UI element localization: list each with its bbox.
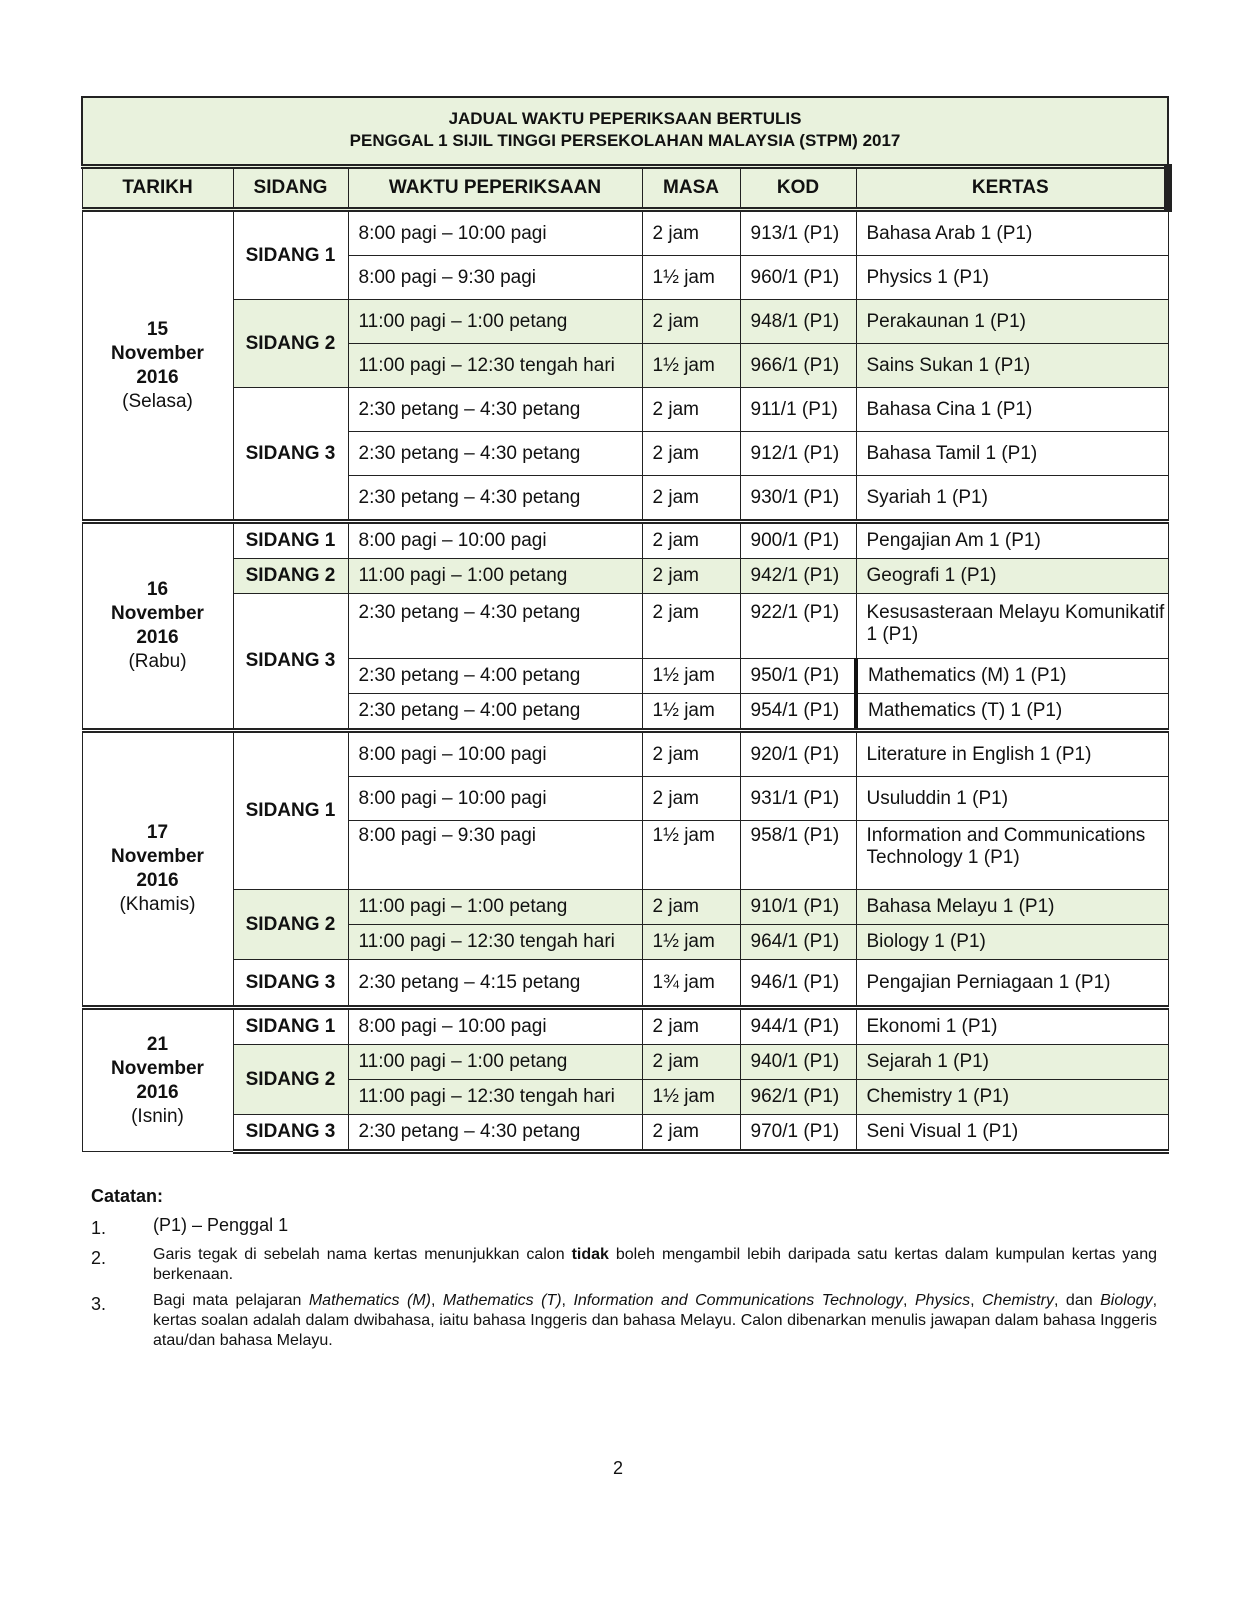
kertas-cell: Bahasa Tamil 1 (P1) [856,432,1168,476]
waktu-cell: 8:00 pagi – 10:00 pagi [348,522,642,559]
date-cell [82,1008,233,1152]
kod-cell: 954/1 (P1) [740,694,856,731]
kertas-cell: Chemistry 1 (P1) [856,1080,1168,1115]
document-title [82,97,1168,167]
title-line-2: PENGGAL 1 SIJIL TINGGI PERSEKOLAHAN MALAYSIA (STPM) 2017 [349,131,901,150]
waktu-cell: 11:00 pagi – 1:00 petang [348,1045,642,1080]
header-kertas: KERTAS [856,167,1168,210]
waktu-cell: 11:00 pagi – 1:00 petang [348,559,642,594]
table-row [82,1115,1168,1152]
note-number: 3. [91,1294,107,1314]
kertas-cell: Information and Communications Technology 1 (P1) [856,821,1168,890]
note-text-part: Garis tegak di sebelah nama kertas menunjukkan calon [153,1246,572,1263]
kertas-cell: Bahasa Cina 1 (P1) [856,388,1168,432]
note-text-italic: Physics [914,1292,971,1309]
note-text-italic: Mathematics (T) [442,1292,562,1309]
notes-heading: Catatan: [91,1186,164,1206]
masa-cell: 1½ jam [642,925,740,960]
masa-cell: 2 jam [642,476,740,522]
kertas-cell: Bahasa Melayu 1 (P1) [856,890,1168,925]
masa-cell: 1½ jam [642,659,740,694]
date-cell [82,522,233,731]
kertas-cell: Biology 1 (P1) [856,925,1168,960]
kod-cell: 944/1 (P1) [740,1008,856,1045]
date-year: 2016 [136,1081,179,1103]
sidang-cell: SIDANG 1 [233,522,348,559]
waktu-cell: 8:00 pagi – 10:00 pagi [348,210,642,256]
kertas-cell: Pengajian Am 1 (P1) [856,522,1168,559]
waktu-cell: 2:30 petang – 4:30 petang [348,388,642,432]
kod-cell: 964/1 (P1) [740,925,856,960]
masa-cell: 2 jam [642,594,740,659]
kertas-cell: Usuluddin 1 (P1) [856,777,1168,821]
kertas-cell: Physics 1 (P1) [856,256,1168,300]
header-tarikh: TARIKH [82,167,233,210]
waktu-cell: 8:00 pagi – 10:00 pagi [348,1008,642,1045]
kertas-cell: Geografi 1 (P1) [856,559,1168,594]
kod-cell: 920/1 (P1) [740,731,856,777]
date-year: 2016 [136,627,179,648]
note-text-italic: Mathematics (M) [308,1292,431,1309]
kod-cell: 922/1 (P1) [740,594,856,659]
kod-cell: 930/1 (P1) [740,476,856,522]
waktu-cell: 11:00 pagi – 12:30 tengah hari [348,925,642,960]
sidang-cell: SIDANG 3 [233,1115,348,1152]
header-sidang: SIDANG [233,167,348,210]
sidang-cell: SIDANG 2 [233,559,348,594]
note-text-part: , [431,1292,443,1309]
sidang-cell: SIDANG 1 [233,210,348,300]
note-text [153,1245,1157,1285]
table-row [82,559,1168,594]
kertas-cell: Perakaunan 1 (P1) [856,300,1168,344]
date-day: 21 [146,1033,169,1055]
masa-cell: 2 jam [642,1115,740,1152]
note-text-part: boleh mengambil lebih daripada satu kertas dalam kumpulan kertas yang berkenaan. [153,1246,1158,1283]
date-weekday: (Isnin) [131,1105,184,1127]
sidang-cell: SIDANG 2 [233,1045,348,1115]
date-month: November [111,846,204,867]
masa-cell: 2 jam [642,210,740,256]
kertas-cell: Pengajian Perniagaan 1 (P1) [856,960,1168,1008]
masa-cell: 1½ jam [642,256,740,300]
waktu-cell: 2:30 petang – 4:30 petang [348,432,642,476]
masa-cell: 2 jam [642,1045,740,1080]
date-year: 2016 [136,870,179,891]
masa-cell: 1½ jam [642,694,740,731]
waktu-cell: 8:00 pagi – 9:30 pagi [348,256,642,300]
kertas-cell: Syariah 1 (P1) [856,476,1168,522]
kertas-cell: Sains Sukan 1 (P1) [856,344,1168,388]
kod-cell: 962/1 (P1) [740,1080,856,1115]
waktu-cell: 8:00 pagi – 10:00 pagi [348,731,642,777]
sidang-cell: SIDANG 3 [233,594,348,731]
table-row [82,210,1168,256]
table-row [82,1008,1168,1045]
note-text-italic: Biology [1100,1292,1153,1309]
sidang-cell: SIDANG 3 [233,388,348,522]
table-row [82,522,1168,559]
kertas-cell: Bahasa Arab 1 (P1) [856,210,1168,256]
kod-cell: 950/1 (P1) [740,659,856,694]
note-text-italic: Chemistry [981,1292,1054,1309]
table-row [82,890,1168,925]
date-month: November [111,1057,204,1079]
masa-cell: 2 jam [642,777,740,821]
header-row [82,167,1168,210]
note-text-part: Bagi mata pelajaran [153,1292,309,1309]
kertas-cell: Literature in English 1 (P1) [856,731,1168,777]
kod-cell: 958/1 (P1) [740,821,856,890]
date-cell [82,210,233,522]
table-row [82,960,1168,1008]
note-text-bold: tidak [571,1246,609,1263]
kod-cell: 960/1 (P1) [740,256,856,300]
date-day: 15 [146,318,169,340]
note-number: 2. [91,1248,107,1268]
sidang-cell: SIDANG 1 [233,731,348,890]
date-day: 16 [146,579,169,600]
date-year: 2016 [136,366,179,388]
waktu-cell: 2:30 petang – 4:15 petang [348,960,642,1008]
sidang-cell: SIDANG 1 [233,1008,348,1045]
waktu-cell: 8:00 pagi – 10:00 pagi [348,777,642,821]
note-text-part: , [561,1292,574,1309]
date-month: November [111,342,204,364]
kertas-cell: Mathematics (T) 1 (P1) [856,694,1168,731]
kod-cell: 911/1 (P1) [740,388,856,432]
masa-cell: 2 jam [642,300,740,344]
waktu-cell: 2:30 petang – 4:30 petang [348,1115,642,1152]
kod-cell: 966/1 (P1) [740,344,856,388]
header-waktu: WAKTU PEPERIKSAAN [348,167,642,210]
note-item [91,1291,1157,1351]
masa-cell: 1½ jam [642,1080,740,1115]
note-item [91,1215,1157,1239]
date-month: November [111,603,204,624]
kertas-cell: Sejarah 1 (P1) [856,1045,1168,1080]
date-weekday: (Rabu) [128,651,187,672]
kod-cell: 912/1 (P1) [740,432,856,476]
page-number: 2 [612,1458,623,1478]
header-kod: KOD [740,167,856,210]
kertas-cell: Kesusasteraan Melayu Komunikatif 1 (P1) [856,594,1168,659]
note-text [153,1291,1157,1351]
notes-section [91,1186,1157,1357]
kertas-cell: Ekonomi 1 (P1) [856,1008,1168,1045]
masa-cell: 2 jam [642,731,740,777]
waktu-cell: 11:00 pagi – 12:30 tengah hari [348,1080,642,1115]
table-row [82,731,1168,777]
date-weekday: (Selasa) [122,390,193,412]
kod-cell: 913/1 (P1) [740,210,856,256]
sidang-cell: SIDANG 2 [233,300,348,388]
waktu-cell: 2:30 petang – 4:00 petang [348,694,642,731]
table-row [82,388,1168,432]
kod-cell: 900/1 (P1) [740,522,856,559]
note-number: 1. [91,1218,107,1238]
kod-cell: 948/1 (P1) [740,300,856,344]
kod-cell: 910/1 (P1) [740,890,856,925]
waktu-cell: 11:00 pagi – 1:00 petang [348,890,642,925]
title-line-1: JADUAL WAKTU PEPERIKSAAN BERTULIS [448,109,802,128]
masa-cell: 2 jam [642,432,740,476]
kertas-cell: Seni Visual 1 (P1) [856,1115,1168,1152]
sidang-cell: SIDANG 2 [233,890,348,960]
waktu-cell: 11:00 pagi – 1:00 petang [348,300,642,344]
masa-cell: 2 jam [642,1008,740,1045]
masa-cell: 1½ jam [642,344,740,388]
note-item [91,1245,1157,1285]
waktu-cell: 2:30 petang – 4:30 petang [348,476,642,522]
kod-cell: 942/1 (P1) [740,559,856,594]
table-row [82,594,1168,659]
note-text-part: , [903,1292,915,1309]
masa-cell: 2 jam [642,890,740,925]
note-text-part: , kertas soalan adalah dalam dwibahasa, iaitu bahasa Inggeris dan bahasa Melayu. Calon dibenarkan menulis jawapan dalam bahasa Inggeris atau/dan bahasa Melayu. [153,1292,1158,1349]
timetable-table [81,96,1172,1154]
date-day: 17 [146,822,169,843]
kod-cell: 970/1 (P1) [740,1115,856,1152]
masa-cell: 1¾ jam [642,960,740,1008]
note-text-italic: Information and Communications Technology [573,1292,904,1309]
table-row [82,1045,1168,1080]
kod-cell: 946/1 (P1) [740,960,856,1008]
masa-cell: 1½ jam [642,821,740,890]
note-text-part: , dan [1054,1292,1101,1309]
kod-cell: 931/1 (P1) [740,777,856,821]
note-text: (P1) – Penggal 1 [153,1215,289,1235]
sidang-cell: SIDANG 3 [233,960,348,1008]
masa-cell: 2 jam [642,388,740,432]
header-masa: MASA [642,167,740,210]
table-row [82,300,1168,344]
date-cell [82,731,233,1008]
waktu-cell: 2:30 petang – 4:00 petang [348,659,642,694]
masa-cell: 2 jam [642,522,740,559]
note-text-part: , [970,1292,982,1309]
kod-cell: 940/1 (P1) [740,1045,856,1080]
waktu-cell: 8:00 pagi – 9:30 pagi [348,821,642,890]
exam-timetable [81,96,1167,1154]
date-weekday: (Khamis) [119,894,196,915]
masa-cell: 2 jam [642,559,740,594]
kertas-cell: Mathematics (M) 1 (P1) [856,659,1168,694]
title-row [82,97,1168,167]
waktu-cell: 2:30 petang – 4:30 petang [348,594,642,659]
waktu-cell: 11:00 pagi – 12:30 tengah hari [348,344,642,388]
